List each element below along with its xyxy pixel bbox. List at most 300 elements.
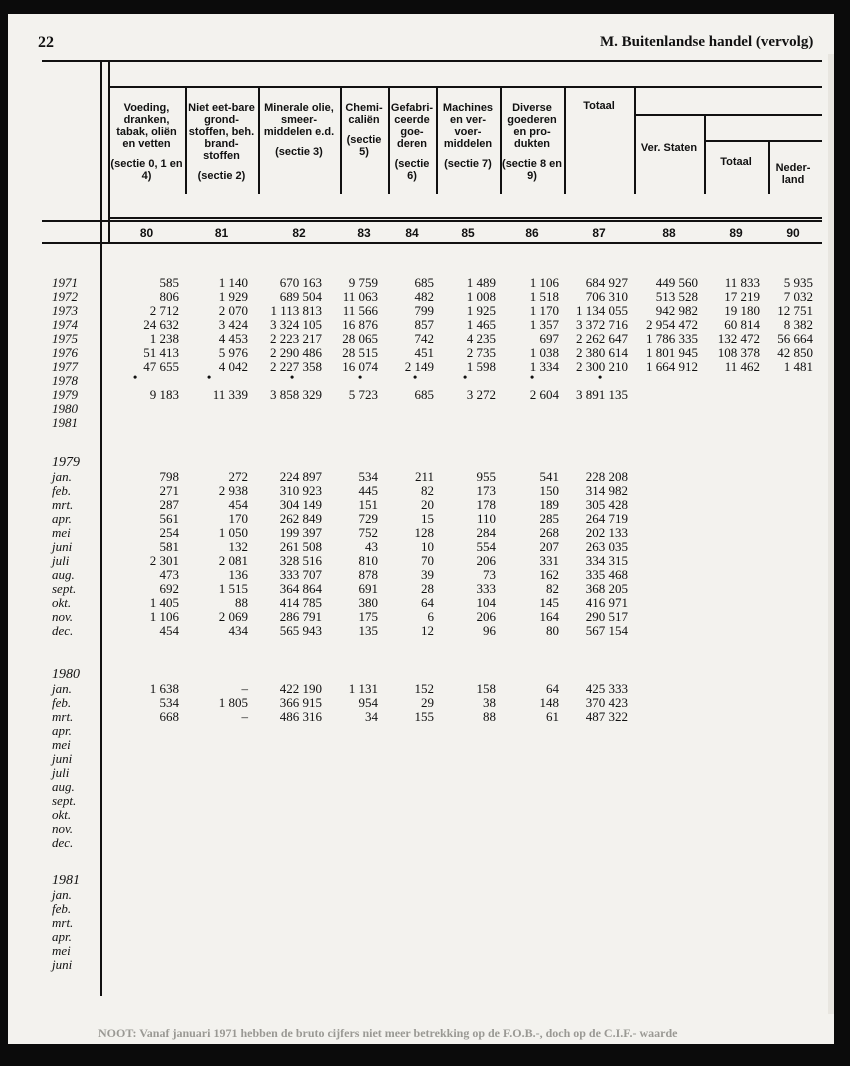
table-cell: 11 462 <box>724 359 760 374</box>
table-cell: 2 300 210 <box>576 359 628 374</box>
bleed-through-note: NOOT: Vanaf januari 1971 hebben de bruto cijfers niet meer betrekking op de F.O.B.-, doch op de C.I.F.- waarde <box>98 1026 678 1040</box>
table-cell: 12 751 <box>777 303 813 318</box>
table-cell: 202 133 <box>585 525 628 540</box>
table-cell: 1 050 <box>218 525 248 540</box>
row-label-year: 1973 <box>52 303 78 318</box>
table-cell: 88 <box>235 595 248 610</box>
table-cell: 1 638 <box>149 681 179 696</box>
table-cell: 334 315 <box>585 553 628 568</box>
table-cell: 697 <box>539 331 559 346</box>
table-cell: 1 925 <box>466 303 496 318</box>
table-cell: 189 <box>539 497 559 512</box>
table-cell: 206 <box>476 553 496 568</box>
table-cell: 1 106 <box>149 609 179 624</box>
column-header-label: Chemi-caliën <box>345 102 383 126</box>
table-cell: 88 <box>483 709 496 724</box>
table-cell: 5 723 <box>348 387 378 402</box>
table-cell: 689 504 <box>279 289 322 304</box>
table-cell: 684 927 <box>585 275 628 290</box>
table-cell: 42 850 <box>777 345 813 360</box>
table-cell: 8 382 <box>783 317 813 332</box>
table-cell: 135 <box>358 623 378 638</box>
table-cell: 1 515 <box>218 581 248 596</box>
column-number: 89 <box>729 226 743 240</box>
table-cell: 1 113 813 <box>270 303 322 318</box>
table-cell: 2 380 614 <box>576 345 628 360</box>
table-cell: 3 272 <box>466 387 496 402</box>
table-cell: 3 372 716 <box>576 317 628 332</box>
table-cell: 96 <box>483 623 496 638</box>
table-cell: 11 833 <box>724 275 760 290</box>
table-cell: 954 <box>358 695 378 710</box>
next-page-edge <box>828 54 834 1014</box>
row-label-month: jan. <box>52 469 72 484</box>
table-cell: 2 735 <box>466 345 496 360</box>
table-cell: 2 290 486 <box>270 345 322 360</box>
table-cell: 104 <box>476 595 496 610</box>
table-cell: 1 929 <box>218 289 248 304</box>
row-label-month: juli <box>52 553 70 568</box>
table-cell: 11 566 <box>342 303 378 318</box>
table-cell: 2 149 <box>404 359 434 374</box>
table-cell: 2 262 647 <box>576 331 628 346</box>
row-label-month: sept. <box>52 581 77 596</box>
not-available-dot: • <box>207 370 212 384</box>
table-cell: 691 <box>358 581 378 596</box>
column-header-label: Totaal <box>720 156 752 168</box>
column-header-label: Gefabri-ceerde goe-deren <box>390 102 434 150</box>
table-cell: 132 <box>228 539 248 554</box>
table-cell: 150 <box>539 483 559 498</box>
table-cell: 2 081 <box>218 553 248 568</box>
row-label-month: apr. <box>52 929 72 944</box>
table-cell: 11 339 <box>212 387 248 402</box>
table-cell: 534 <box>358 469 378 484</box>
column-header <box>260 102 338 158</box>
row-label-month: juli <box>52 765 70 780</box>
table-cell: 304 149 <box>279 497 322 512</box>
table-cell: 2 604 <box>529 387 559 402</box>
table-cell: 20 <box>421 497 434 512</box>
table-cell: 1 801 945 <box>646 345 698 360</box>
table-cell: 454 <box>228 497 248 512</box>
table-cell: 151 <box>358 497 378 512</box>
row-label-month: mrt. <box>52 915 74 930</box>
table-cell: 1 465 <box>466 317 496 332</box>
table-cell: 706 310 <box>585 289 628 304</box>
column-header-section: (sectie 5) <box>346 134 382 158</box>
table-cell: 1 664 912 <box>646 359 698 374</box>
row-label-month: aug. <box>52 567 75 582</box>
row-label-month: feb. <box>52 695 72 710</box>
row-label-month: jan. <box>52 681 72 696</box>
table-cell: 268 <box>539 525 559 540</box>
table-cell: 368 205 <box>585 581 628 596</box>
table-cell: 2 069 <box>218 609 248 624</box>
table-cell: 47 655 <box>143 359 179 374</box>
row-label-month: aug. <box>52 779 75 794</box>
table-cell: 6 <box>427 609 434 624</box>
row-label-month: juni <box>52 957 73 972</box>
column-header-label: Ver. Staten <box>640 142 698 154</box>
row-label-month: mrt. <box>52 709 74 724</box>
table-cell: 857 <box>414 317 434 332</box>
table-cell: 108 378 <box>717 345 760 360</box>
not-available-dot: • <box>290 370 295 384</box>
table-cell: 5 976 <box>218 345 248 360</box>
table-cell: 487 322 <box>585 709 628 724</box>
row-label-month: dec. <box>52 623 74 638</box>
row-label-year: 1979 <box>52 387 78 402</box>
column-number: 90 <box>786 226 800 240</box>
row-label-month: feb. <box>52 483 72 498</box>
table-cell: 806 <box>159 289 179 304</box>
table-cell: 9 183 <box>149 387 179 402</box>
table-cell: 799 <box>414 303 434 318</box>
table-cell: 798 <box>159 469 179 484</box>
col-divider-sub <box>704 114 706 140</box>
rule-colnums-bottom <box>42 242 822 244</box>
block-year-heading: 1979 <box>52 455 80 470</box>
row-label-year: 1977 <box>52 359 78 374</box>
table-cell: 152 <box>414 681 434 696</box>
table-cell: 1 238 <box>149 331 179 346</box>
row-label-month: jan. <box>52 887 72 902</box>
row-label-month: juni <box>52 539 73 554</box>
table-cell: 136 <box>228 567 248 582</box>
table-cell: 34 <box>365 709 378 724</box>
table-cell: 486 316 <box>279 709 322 724</box>
table-cell: 158 <box>476 681 496 696</box>
table-cell: 1 106 <box>529 275 559 290</box>
table-cell: 451 <box>414 345 434 360</box>
table-cell: 261 508 <box>279 539 322 554</box>
table-cell: 1 805 <box>218 695 248 710</box>
table-cell: 692 <box>159 581 179 596</box>
row-label-month: nov. <box>52 609 74 624</box>
table-cell: 567 154 <box>585 623 628 638</box>
table-cell: 3 891 135 <box>576 387 628 402</box>
table-cell: 810 <box>358 553 378 568</box>
table-cell: 178 <box>476 497 496 512</box>
column-header-label: Neder-land <box>775 162 811 186</box>
table-cell: 366 915 <box>279 695 322 710</box>
table-cell: 173 <box>476 483 496 498</box>
table-cell: 942 982 <box>655 303 698 318</box>
rule-top <box>42 60 822 62</box>
table-cell: 10 <box>421 539 434 554</box>
table-cell: 4 235 <box>466 331 496 346</box>
table-cell: 585 <box>159 275 179 290</box>
row-label-year: 1974 <box>52 317 78 332</box>
table-cell: 2 227 358 <box>270 359 322 374</box>
table-cell: 7 032 <box>783 289 813 304</box>
table-cell: 73 <box>483 567 496 582</box>
rule-header-sub <box>108 86 822 88</box>
table-cell: 228 208 <box>585 469 628 484</box>
table-cell: 5 935 <box>783 275 813 290</box>
table-cell: 565 943 <box>279 623 322 638</box>
row-label-year: 1978 <box>52 373 78 388</box>
column-number: 84 <box>405 226 419 240</box>
column-header-section: (sectie 8 en 9) <box>502 158 562 182</box>
table-cell: 534 <box>159 695 179 710</box>
table-cell: 742 <box>414 331 434 346</box>
row-label-year: 1975 <box>52 331 78 346</box>
table-cell: 955 <box>476 469 496 484</box>
table-cell: 422 190 <box>279 681 322 696</box>
table-cell: 284 <box>476 525 496 540</box>
column-header <box>636 142 702 154</box>
table-cell: 541 <box>539 469 559 484</box>
row-label-month: mei <box>52 943 71 958</box>
table-cell: 2 938 <box>218 483 248 498</box>
rule-eeg <box>704 140 822 142</box>
column-header <box>390 102 434 182</box>
table-cell: 16 074 <box>342 359 378 374</box>
table-cell: 9 759 <box>348 275 378 290</box>
table-cell: 310 923 <box>279 483 322 498</box>
not-available-dot: • <box>358 370 363 384</box>
table-cell: 1 038 <box>529 345 559 360</box>
row-label-month: dec. <box>52 835 74 850</box>
column-number: 86 <box>525 226 539 240</box>
table-cell: 56 664 <box>777 331 813 346</box>
table-cell: 425 333 <box>585 681 628 696</box>
row-label-month: nov. <box>52 821 74 836</box>
table-cell: 1 598 <box>466 359 496 374</box>
table-cell: 132 472 <box>717 331 760 346</box>
table-cell: 554 <box>476 539 496 554</box>
column-number: 82 <box>292 226 306 240</box>
table-cell: 1 131 <box>348 681 378 696</box>
table-cell: 449 560 <box>655 275 698 290</box>
table-cell: 64 <box>546 681 559 696</box>
column-header-section: (sectie 2) <box>197 170 246 182</box>
row-label-year: 1976 <box>52 345 78 360</box>
row-label-month: feb. <box>52 901 72 916</box>
table-cell: 28 065 <box>342 331 378 346</box>
table-cell: 668 <box>159 709 179 724</box>
table-cell: 264 719 <box>585 511 628 526</box>
row-label-month: apr. <box>52 723 72 738</box>
not-available-dot: • <box>598 370 603 384</box>
table-cell: 454 <box>159 623 179 638</box>
table-cell: 685 <box>414 387 434 402</box>
table-cell: 3 424 <box>218 317 248 332</box>
table-cell: 1 140 <box>218 275 248 290</box>
table-cell: 2 712 <box>149 303 179 318</box>
table-cell: 211 <box>414 469 434 484</box>
table-cell: 199 397 <box>279 525 322 540</box>
table-cell: 4 453 <box>218 331 248 346</box>
column-header-label: Niet eet-bare grond-stoffen, beh. brand-stoffen <box>188 102 255 162</box>
column-header-label: Totaal <box>583 100 615 112</box>
table-cell: 16 876 <box>342 317 378 332</box>
table-cell: 128 <box>414 525 434 540</box>
column-header <box>706 156 766 168</box>
table-cell: 145 <box>539 595 559 610</box>
row-label-year: 1981 <box>52 415 78 430</box>
table-cell: 17 219 <box>724 289 760 304</box>
table-cell: 271 <box>159 483 179 498</box>
table-cell: 3 858 329 <box>270 387 322 402</box>
row-label-month: okt. <box>52 595 72 610</box>
table-cell: 61 <box>546 709 559 724</box>
table-cell: 328 516 <box>279 553 322 568</box>
table-cell: 155 <box>414 709 434 724</box>
table-cell: 290 517 <box>585 609 628 624</box>
table-cell: 1 334 <box>529 359 559 374</box>
table-cell: 110 <box>476 511 496 526</box>
block-year-heading: 1981 <box>52 873 80 888</box>
table-cell: 333 707 <box>279 567 322 582</box>
row-label-month: mrt. <box>52 497 74 512</box>
table-cell: 1 170 <box>529 303 559 318</box>
table-cell: 224 897 <box>279 469 322 484</box>
table-cell: 43 <box>365 539 378 554</box>
table-cell: 685 <box>414 275 434 290</box>
column-number: 88 <box>662 226 676 240</box>
table-cell: 434 <box>228 623 248 638</box>
table-cell: 1 357 <box>529 317 559 332</box>
table-cell: 64 <box>421 595 434 610</box>
table-cell: 370 423 <box>585 695 628 710</box>
table-cell: 11 063 <box>342 289 378 304</box>
table-cell: 1 786 335 <box>646 331 698 346</box>
rule-colnums-top <box>42 220 822 222</box>
table-cell: 331 <box>539 553 559 568</box>
table-cell: 51 413 <box>143 345 179 360</box>
table-cell: 19 180 <box>724 303 760 318</box>
table-cell: 416 971 <box>585 595 628 610</box>
column-number: 85 <box>461 226 475 240</box>
not-available-dot: • <box>463 370 468 384</box>
table-cell: 2 301 <box>149 553 179 568</box>
column-number: 80 <box>139 226 154 240</box>
rule-waarvan <box>634 114 822 116</box>
table-cell: 287 <box>159 497 179 512</box>
table-cell: 1 134 055 <box>576 303 628 318</box>
column-header-label: Voeding, dranken, tabak, oliën en vetten <box>116 102 177 150</box>
table-cell: 170 <box>228 511 248 526</box>
column-header <box>110 102 183 182</box>
rule-units <box>108 217 822 219</box>
table-cell: 2 070 <box>218 303 248 318</box>
row-label-year: 1972 <box>52 289 78 304</box>
table-cell: 82 <box>546 581 559 596</box>
block-year-heading: 1980 <box>52 667 80 682</box>
not-available-dot: • <box>413 370 418 384</box>
table-cell: 513 528 <box>655 289 698 304</box>
document-page <box>8 14 834 1044</box>
column-number: 83 <box>357 226 371 240</box>
table-cell: 15 <box>421 511 434 526</box>
table-cell: 1 518 <box>529 289 559 304</box>
row-label-year: 1971 <box>52 275 78 290</box>
table-cell: 28 <box>421 581 434 596</box>
column-header <box>770 162 816 186</box>
not-available-dot: • <box>133 370 138 384</box>
row-label-month: okt. <box>52 807 72 822</box>
table-cell: 414 785 <box>279 595 322 610</box>
table-cell: 24 632 <box>143 317 179 332</box>
table-cell: – <box>241 681 248 696</box>
table-cell: 148 <box>539 695 559 710</box>
table-cell: 670 163 <box>279 275 322 290</box>
column-header-section: (sectie 3) <box>275 146 323 158</box>
table-cell: 561 <box>159 511 179 526</box>
table-cell: 286 791 <box>279 609 322 624</box>
table-cell: 80 <box>546 623 559 638</box>
table-cell: 4 042 <box>218 359 248 374</box>
column-header-section: (sectie 6) <box>394 158 430 182</box>
table-cell: 314 982 <box>585 483 628 498</box>
column-header <box>438 102 498 170</box>
row-label-year: 1980 <box>52 401 78 416</box>
column-header <box>187 102 256 182</box>
column-header-section: (sectie 7) <box>444 158 492 170</box>
table-cell: 175 <box>358 609 378 624</box>
row-label-month: mei <box>52 525 71 540</box>
column-header <box>502 102 562 182</box>
table-cell: 445 <box>358 483 378 498</box>
table-cell: 164 <box>539 609 559 624</box>
table-cell: 29 <box>421 695 434 710</box>
table-cell: 285 <box>539 511 559 526</box>
table-cell: 473 <box>159 567 179 582</box>
table-cell: 482 <box>414 289 434 304</box>
table-cell: 333 <box>476 581 496 596</box>
column-header-label: Machines en ver-voer-middelen <box>442 102 494 150</box>
table-cell: 12 <box>421 623 434 638</box>
col-divider <box>634 86 636 194</box>
table-cell: 60 814 <box>724 317 760 332</box>
table-cell: 335 468 <box>585 567 628 582</box>
table-cell: 364 864 <box>279 581 322 596</box>
table-cell: 1 489 <box>466 275 496 290</box>
running-head: M. Buitenlandse handel (vervolg) <box>600 34 814 50</box>
table-cell: 263 035 <box>585 539 628 554</box>
table-cell: 2 954 472 <box>646 317 698 332</box>
not-available-dot: • <box>530 370 535 384</box>
table-cell: 82 <box>421 483 434 498</box>
column-header <box>566 100 632 112</box>
table-cell: 38 <box>483 695 496 710</box>
table-cell: 305 428 <box>585 497 628 512</box>
table-cell: 380 <box>358 595 378 610</box>
table-cell: 39 <box>421 567 434 582</box>
column-number: 87 <box>592 226 606 240</box>
column-number: 81 <box>214 226 229 240</box>
table-cell: 272 <box>228 469 248 484</box>
table-cell: 2 223 217 <box>270 331 322 346</box>
table-cell: 3 324 105 <box>270 317 322 332</box>
row-label-month: apr. <box>52 511 72 526</box>
table-cell: 70 <box>421 553 434 568</box>
row-label-month: juni <box>52 751 73 766</box>
table-cell: 581 <box>159 539 179 554</box>
row-label-month: sept. <box>52 793 77 808</box>
column-header-label: Minerale olie, smeer-middelen e.d. <box>263 102 335 138</box>
row-label-month: mei <box>52 737 71 752</box>
table-cell: 752 <box>358 525 378 540</box>
table-cell: 207 <box>539 539 559 554</box>
table-cell: 1 481 <box>783 359 813 374</box>
table-cell: 1 008 <box>466 289 496 304</box>
table-cell: 206 <box>476 609 496 624</box>
table-cell: 262 849 <box>279 511 322 526</box>
